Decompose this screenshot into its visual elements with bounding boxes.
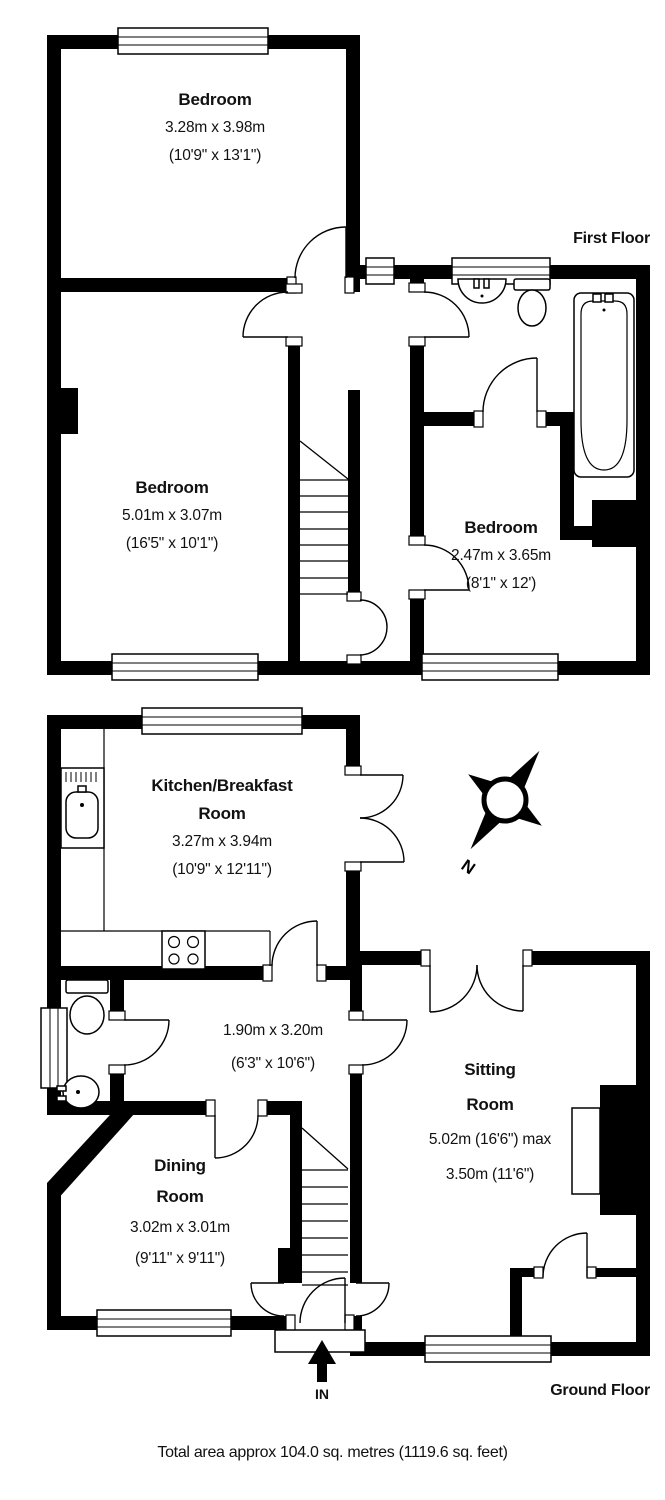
room-dimensions-metric: 1.90m x 3.20m <box>223 1022 323 1039</box>
room-name: Room <box>466 1095 514 1114</box>
dining-room-label <box>55 1150 305 1274</box>
staircase-first-floor <box>300 441 348 594</box>
room-dimensions: 3.50m (11'6") <box>445 1166 535 1183</box>
kitchen-label <box>97 772 347 884</box>
room-dimensions-metric: 3.02m x 3.01m <box>130 1219 230 1236</box>
ground-floor-title: Ground Floor <box>550 1382 650 1399</box>
room-name: Room <box>198 804 246 823</box>
room-dimensions-imperial: (6'3" x 10'6") <box>231 1055 315 1072</box>
window-icon <box>112 654 258 680</box>
sink-icon <box>458 279 506 303</box>
compass-north-label: N <box>457 855 479 879</box>
hall-label <box>148 1014 398 1080</box>
room-name: Sitting <box>464 1060 516 1079</box>
room-dimensions-max: 5.02m (16'6") max <box>428 1131 552 1148</box>
room-dimensions-metric: 3.28m x 3.98m <box>165 119 265 136</box>
hob-icon <box>162 931 205 969</box>
window-icon <box>142 708 302 734</box>
entrance-in-label: IN <box>315 1386 329 1402</box>
room-name: Room <box>156 1187 204 1206</box>
bedroom2-label <box>47 474 297 558</box>
room-dimensions-metric: 2.47m x 3.65m <box>451 547 551 564</box>
window-icon <box>425 1336 551 1362</box>
wc-toilet-icon <box>66 980 108 1034</box>
compass-icon <box>434 725 577 878</box>
room-name: Dining <box>154 1156 206 1175</box>
bedroom3-label <box>376 514 626 598</box>
room-name: Bedroom <box>135 478 209 497</box>
room-dimensions-metric: 3.27m x 3.94m <box>172 833 272 850</box>
bathtub-icon <box>574 293 634 477</box>
rear-lobby-door-icon <box>534 1233 596 1278</box>
room-name: Kitchen/Breakfast <box>151 776 293 795</box>
room-dimensions-imperial: (9'11" x 9'11") <box>134 1250 226 1267</box>
toilet-icon <box>514 279 550 326</box>
sitting-room-label <box>365 1052 615 1192</box>
first-floor-title: First Floor <box>573 230 650 247</box>
room-name: Bedroom <box>464 518 538 537</box>
room-dimensions-imperial: (16'5" x 10'1") <box>125 535 219 552</box>
window-icon <box>118 28 268 54</box>
room-dimensions-metric: 5.01m x 3.07m <box>122 507 222 524</box>
vestibule-dining-door-icon <box>251 1283 284 1316</box>
room-name: Bedroom <box>178 90 252 109</box>
bedroom1-label <box>90 86 340 170</box>
vestibule-sitting-door-icon <box>356 1283 389 1316</box>
front-door-icon <box>286 1278 354 1331</box>
room-dimensions-imperial: (10'9" x 13'1") <box>168 147 262 164</box>
window-icon <box>41 1008 67 1088</box>
total-area-caption: Total area approx 104.0 sq. metres (1119.6 sq. feet) <box>157 1444 508 1461</box>
window-icon <box>366 258 394 284</box>
room-dimensions-imperial: (8'1" x 12') <box>465 575 537 592</box>
room-dimensions-imperial: (10'9" x 12'11") <box>172 861 272 878</box>
staircase-ground-floor <box>302 1128 348 1285</box>
window-icon <box>97 1310 231 1336</box>
window-icon <box>422 654 558 680</box>
